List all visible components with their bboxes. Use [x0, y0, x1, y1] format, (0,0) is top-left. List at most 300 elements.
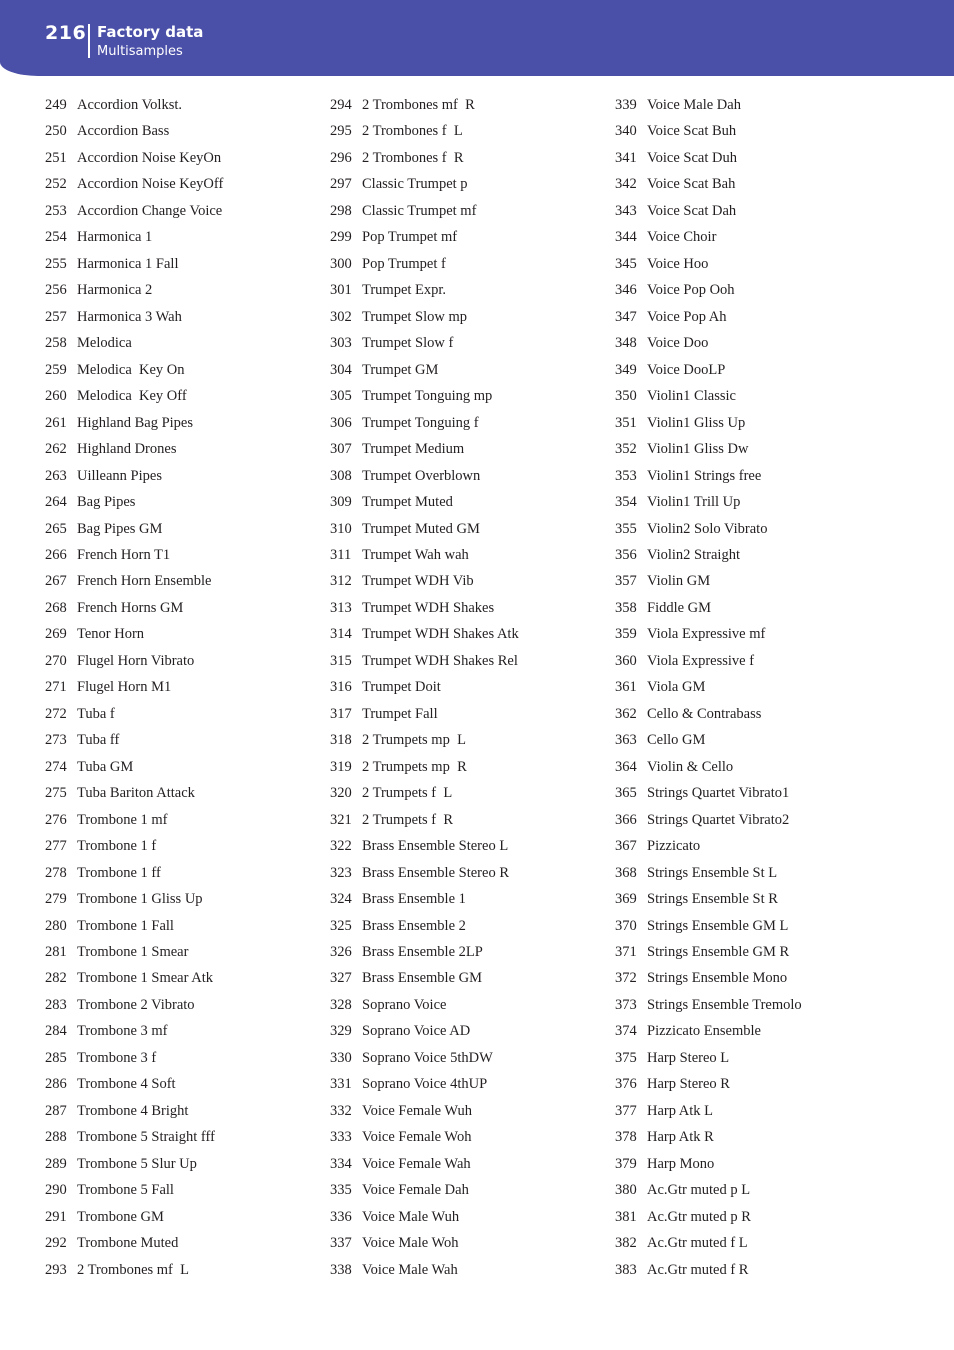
multisample-entry — [45, 92, 325, 118]
entry-number: 367 — [615, 838, 637, 855]
entry-number: 260 — [45, 388, 67, 405]
entry-name: Violin1 Gliss Up — [647, 414, 746, 431]
multisample-column-3 — [615, 92, 895, 1283]
multisample-entry — [330, 357, 610, 383]
multisample-entry — [45, 674, 325, 700]
entry-number: 366 — [615, 811, 637, 828]
entry-number: 298 — [330, 202, 352, 219]
entry-name: Trombone 1 ff — [77, 864, 161, 881]
entry-number: 295 — [330, 123, 352, 140]
entry-number: 364 — [615, 758, 637, 775]
entry-name: Soprano Voice 5thDW — [362, 1049, 493, 1066]
entry-name: Violin1 Strings free — [647, 467, 762, 484]
entry-name: Tuba f — [77, 705, 115, 722]
entry-number: 315 — [330, 652, 352, 669]
entry-name: Accordion Volkst. — [77, 97, 182, 113]
multisample-entry — [615, 860, 895, 886]
entry-name: 2 Trombones f R — [362, 149, 464, 166]
entry-name: Ac.Gtr muted p L — [647, 1182, 751, 1199]
entry-number: 339 — [615, 97, 637, 113]
entry-number: 317 — [330, 705, 352, 722]
multisample-entry — [615, 595, 895, 621]
entry-name: Viola Expressive f — [647, 652, 755, 669]
entry-number: 343 — [615, 202, 637, 219]
entry-number: 355 — [615, 520, 637, 537]
entry-number: 292 — [45, 1235, 67, 1252]
entry-name: Brass Ensemble Stereo L — [362, 838, 509, 855]
entry-number: 356 — [615, 546, 637, 563]
entry-name: Trumpet Doit — [362, 679, 441, 696]
entry-name: Trumpet Wah wah — [362, 546, 469, 563]
multisample-entry — [615, 251, 895, 277]
entry-name: Trumpet Tonguing mp — [362, 388, 493, 405]
entry-number: 310 — [330, 520, 352, 537]
entry-number: 336 — [330, 1208, 352, 1225]
entry-number: 282 — [45, 970, 67, 987]
entry-name: Voice Male Wuh — [362, 1208, 460, 1225]
entry-number: 319 — [330, 758, 352, 775]
multisample-entry — [615, 913, 895, 939]
entry-name: Trumpet Slow mp — [362, 308, 468, 325]
multisample-entry — [615, 1204, 895, 1230]
multisample-entry — [45, 939, 325, 965]
entry-number: 296 — [330, 149, 352, 166]
multisample-entry — [330, 568, 610, 594]
entry-name: Pop Trumpet f — [362, 255, 446, 272]
multisample-entry — [615, 727, 895, 753]
entry-number: 305 — [330, 388, 352, 405]
entry-number: 337 — [330, 1235, 352, 1252]
entry-number: 277 — [45, 838, 67, 855]
multisample-entry — [45, 1151, 325, 1177]
multisample-entry — [45, 224, 325, 250]
multisample-entry — [45, 1124, 325, 1150]
entry-name: Voice Pop Ooh — [647, 282, 735, 299]
entry-number: 323 — [330, 864, 352, 881]
entry-name: Highland Drones — [77, 441, 177, 458]
multisample-entry — [330, 118, 610, 144]
multisample-entry — [615, 1230, 895, 1256]
entry-number: 358 — [615, 599, 637, 616]
entry-number: 266 — [45, 546, 67, 563]
entry-name: Voice Scat Bah — [647, 176, 736, 193]
entry-name: Trombone 1 Smear Atk — [77, 970, 214, 987]
multisample-entry — [330, 251, 610, 277]
entry-name: Melodica Key Off — [77, 388, 187, 405]
entry-number: 311 — [330, 546, 352, 563]
entry-name: Harmonica 1 — [77, 229, 153, 246]
entry-name: Strings Quartet Vibrato2 — [647, 811, 790, 828]
entry-name: 2 Trombones f L — [362, 123, 463, 140]
multisample-entry — [45, 860, 325, 886]
entry-number: 294 — [330, 97, 352, 113]
entry-number: 376 — [615, 1076, 637, 1093]
entry-name: 2 Trumpets mp R — [362, 758, 467, 775]
multisample-entry — [615, 780, 895, 806]
entry-number: 352 — [615, 441, 637, 458]
entry-number: 297 — [330, 176, 352, 193]
entry-number: 288 — [45, 1129, 67, 1146]
multisample-entry — [45, 357, 325, 383]
multisample-entry — [45, 595, 325, 621]
entry-name: 2 Trumpets f R — [362, 811, 454, 828]
entry-name: Bag Pipes GM — [77, 520, 163, 537]
entry-number: 285 — [45, 1049, 67, 1066]
entry-number: 354 — [615, 494, 637, 511]
entry-number: 259 — [45, 361, 67, 378]
entry-name: Trumpet GM — [362, 361, 439, 378]
multisample-entry — [45, 621, 325, 647]
entry-name: Cello GM — [647, 732, 706, 749]
multisample-entry — [45, 463, 325, 489]
entry-number: 301 — [330, 282, 352, 299]
entry-number: 270 — [45, 652, 67, 669]
entry-name: Melodica — [77, 335, 132, 352]
entry-name: Brass Ensemble Stereo R — [362, 864, 509, 881]
entry-number: 273 — [45, 732, 67, 749]
entry-number: 252 — [45, 176, 67, 193]
multisample-entry — [615, 410, 895, 436]
multisample-entry — [615, 674, 895, 700]
multisample-entry — [45, 1177, 325, 1203]
entry-name: Harmonica 3 Wah — [77, 308, 182, 325]
entry-number: 372 — [615, 970, 637, 987]
entry-name: Trombone 1 Gliss Up — [77, 891, 203, 908]
entry-number: 313 — [330, 599, 352, 616]
entry-name: Classic Trumpet p — [362, 176, 468, 193]
entry-name: Trumpet Medium — [362, 441, 465, 458]
entry-name: Strings Ensemble Tremolo — [647, 996, 802, 1013]
multisample-entry — [330, 171, 610, 197]
entry-number: 251 — [45, 149, 67, 166]
entry-name: Trombone 3 mf — [77, 1023, 168, 1040]
multisample-entry — [45, 383, 325, 409]
multisample-entry — [45, 913, 325, 939]
multisample-entry — [615, 357, 895, 383]
section-subtitle: Multisamples — [97, 44, 183, 59]
entry-number: 258 — [45, 335, 67, 352]
multisample-entry — [615, 754, 895, 780]
entry-number: 322 — [330, 838, 352, 855]
multisample-entry — [330, 1177, 610, 1203]
multisample-entry — [330, 463, 610, 489]
entry-number: 278 — [45, 864, 67, 881]
entry-number: 374 — [615, 1023, 637, 1040]
multisample-entry — [330, 304, 610, 330]
entry-name: Brass Ensemble 2LP — [362, 944, 483, 960]
entry-number: 299 — [330, 229, 352, 246]
entry-name: Trumpet Overblown — [362, 467, 481, 484]
multisample-entry — [615, 833, 895, 859]
entry-number: 287 — [45, 1102, 67, 1119]
multisample-entry — [330, 754, 610, 780]
entry-name: Trombone 4 Bright — [77, 1102, 189, 1119]
entry-name: Pizzicato — [647, 838, 701, 855]
multisample-entry — [330, 621, 610, 647]
page-number: 216 — [45, 22, 87, 44]
entry-name: Voice DooLP — [647, 361, 726, 378]
entry-name: Soprano Voice — [362, 996, 447, 1013]
entry-name: Bag Pipes — [77, 494, 136, 511]
entry-number: 377 — [615, 1102, 637, 1119]
entry-name: Harp Stereo R — [647, 1076, 730, 1093]
multisample-entry — [615, 171, 895, 197]
multisample-entry — [615, 1124, 895, 1150]
entry-number: 359 — [615, 626, 637, 643]
multisample-column-1 — [45, 92, 325, 1283]
multisample-entry — [45, 145, 325, 171]
multisample-entry — [330, 1071, 610, 1097]
entry-name: Trombone Muted — [77, 1235, 179, 1252]
entry-name: Soprano Voice 4thUP — [362, 1076, 488, 1093]
entry-number: 289 — [45, 1155, 67, 1172]
entry-name: Viola GM — [647, 679, 706, 696]
entry-number: 365 — [615, 785, 637, 802]
entry-number: 264 — [45, 494, 67, 511]
entry-name: Cello & Contrabass — [647, 705, 762, 722]
entry-name: Brass Ensemble GM — [362, 970, 483, 987]
entry-number: 380 — [615, 1182, 637, 1199]
multisample-entry — [615, 886, 895, 912]
entry-number: 256 — [45, 282, 67, 299]
multisample-entry — [45, 410, 325, 436]
entry-name: Trumpet Muted — [362, 494, 453, 511]
multisample-entry — [330, 886, 610, 912]
entry-name: Tenor Horn — [77, 626, 145, 643]
entry-number: 327 — [330, 970, 352, 987]
multisample-entry — [615, 648, 895, 674]
entry-number: 331 — [330, 1076, 352, 1093]
entry-number: 379 — [615, 1155, 637, 1172]
multisample-entry — [330, 145, 610, 171]
multisample-entry — [45, 1230, 325, 1256]
entry-name: Violin GM — [647, 573, 711, 590]
entry-name: Strings Ensemble GM R — [647, 944, 790, 960]
entry-name: Trumpet WDH Shakes Atk — [362, 626, 519, 643]
multisample-entry — [45, 1018, 325, 1044]
multisample-entry — [45, 1257, 325, 1283]
entry-name: French Horn T1 — [77, 546, 171, 563]
entry-name: Tuba GM — [77, 758, 134, 775]
entry-number: 316 — [330, 679, 352, 696]
entry-number: 284 — [45, 1023, 67, 1040]
entry-name: Trumpet Muted GM — [362, 520, 480, 537]
multisample-entry — [45, 171, 325, 197]
multisample-entry — [330, 224, 610, 250]
entry-number: 302 — [330, 308, 352, 325]
entry-name: Violin2 Straight — [647, 546, 740, 563]
multisample-entry — [615, 92, 895, 118]
entry-number: 280 — [45, 917, 67, 934]
entry-number: 349 — [615, 361, 637, 378]
entry-name: 2 Trumpets f L — [362, 785, 453, 802]
entry-name: Strings Quartet Vibrato1 — [647, 785, 790, 802]
entry-number: 341 — [615, 149, 637, 166]
multisample-entry — [45, 542, 325, 568]
multisample-entry — [330, 516, 610, 542]
multisample-entry — [330, 807, 610, 833]
entry-name: Violin & Cello — [647, 758, 734, 775]
entry-number: 347 — [615, 308, 637, 325]
entry-number: 304 — [330, 361, 352, 378]
entry-number: 351 — [615, 414, 637, 431]
multisample-entry — [45, 1098, 325, 1124]
multisample-entry — [330, 992, 610, 1018]
entry-name: Trumpet Slow f — [362, 335, 454, 352]
entry-name: Melodica Key On — [77, 361, 185, 378]
entry-name: Harp Mono — [647, 1155, 715, 1172]
multisample-entry — [45, 833, 325, 859]
entry-name: Violin1 Classic — [647, 388, 736, 405]
multisample-entry — [615, 463, 895, 489]
header-divider — [88, 24, 90, 58]
entry-number: 378 — [615, 1129, 637, 1146]
entry-number: 255 — [45, 255, 67, 272]
entry-number: 373 — [615, 996, 637, 1013]
entry-name: Trombone 1 Smear — [77, 944, 189, 960]
multisample-entry — [330, 1257, 610, 1283]
entry-number: 274 — [45, 758, 67, 775]
entry-name: Voice Doo — [647, 335, 709, 352]
entry-name: French Horn Ensemble — [77, 573, 212, 590]
multisample-entry — [615, 1018, 895, 1044]
entry-name: Harmonica 1 Fall — [77, 255, 179, 272]
entry-name: Flugel Horn Vibrato — [77, 652, 195, 669]
multisample-entry — [45, 780, 325, 806]
entry-number: 308 — [330, 467, 352, 484]
entry-name: Trumpet WDH Shakes Rel — [362, 652, 518, 669]
entry-number: 283 — [45, 996, 67, 1013]
entry-number: 268 — [45, 599, 67, 616]
multisample-entry — [615, 1098, 895, 1124]
entry-name: 2 Trombones mf R — [362, 97, 475, 113]
multisample-entry — [330, 701, 610, 727]
multisample-entry — [330, 939, 610, 965]
multisample-entry — [45, 436, 325, 462]
entry-number: 368 — [615, 864, 637, 881]
multisample-entry — [45, 727, 325, 753]
entry-number: 324 — [330, 891, 352, 908]
multisample-entry — [615, 224, 895, 250]
entry-name: Uilleann Pipes — [77, 467, 162, 484]
entry-name: Trombone 1 f — [77, 838, 157, 855]
multisample-entry — [330, 1018, 610, 1044]
entry-name: Trumpet Tonguing f — [362, 414, 479, 431]
entry-name: Pop Trumpet mf — [362, 229, 458, 246]
entry-name: Strings Ensemble St R — [647, 891, 778, 908]
multisample-entry — [615, 1257, 895, 1283]
multisample-entry — [330, 833, 610, 859]
entry-number: 326 — [330, 944, 352, 960]
entry-name: Voice Female Wah — [362, 1155, 471, 1172]
entry-number: 272 — [45, 705, 67, 722]
entry-number: 261 — [45, 414, 67, 431]
multisample-entry — [615, 807, 895, 833]
entry-number: 250 — [45, 123, 67, 140]
entry-name: Tuba ff — [77, 732, 120, 749]
multisample-entry — [330, 92, 610, 118]
multisample-entry — [45, 701, 325, 727]
entry-number: 330 — [330, 1049, 352, 1066]
entry-name: Harp Atk R — [647, 1129, 714, 1146]
entry-name: Trombone 2 Vibrato — [77, 996, 195, 1013]
multisample-entry — [615, 992, 895, 1018]
entry-name: Trombone 3 f — [77, 1049, 157, 1066]
entry-name: Harp Atk L — [647, 1102, 714, 1119]
entry-number: 335 — [330, 1182, 352, 1199]
entry-name: Trombone 5 Straight fff — [77, 1129, 215, 1146]
multisample-entry — [615, 965, 895, 991]
entry-name: Accordion Noise KeyOff — [77, 176, 224, 193]
multisample-entry — [330, 1124, 610, 1150]
multisample-entry — [45, 118, 325, 144]
multisample-entry — [330, 410, 610, 436]
multisample-entry — [330, 198, 610, 224]
entry-name: Accordion Noise KeyOn — [77, 149, 222, 166]
multisample-entry — [330, 277, 610, 303]
entry-name: Strings Ensemble GM L — [647, 917, 789, 934]
entry-number: 271 — [45, 679, 67, 696]
entry-name: Trombone 5 Fall — [77, 1182, 174, 1199]
entry-number: 325 — [330, 917, 352, 934]
multisample-entry — [330, 1204, 610, 1230]
entry-name: 2 Trombones mf L — [77, 1261, 189, 1278]
entry-number: 369 — [615, 891, 637, 908]
multisample-entry — [330, 436, 610, 462]
entry-name: Violin1 Trill Up — [647, 494, 741, 511]
entry-number: 371 — [615, 944, 637, 960]
entry-number: 348 — [615, 335, 637, 352]
entry-name: Trombone 1 mf — [77, 811, 168, 828]
multisample-entry — [45, 251, 325, 277]
multisample-entry — [45, 1071, 325, 1097]
entry-number: 350 — [615, 388, 637, 405]
multisample-entry — [615, 1045, 895, 1071]
entry-name: Voice Choir — [647, 229, 717, 246]
multisample-entry — [45, 648, 325, 674]
entry-number: 320 — [330, 785, 352, 802]
multisample-entry — [330, 1230, 610, 1256]
multisample-entry — [615, 277, 895, 303]
multisample-entry — [330, 542, 610, 568]
entry-number: 309 — [330, 494, 352, 511]
entry-number: 257 — [45, 308, 67, 325]
multisample-entry — [615, 330, 895, 356]
multisample-entry — [615, 701, 895, 727]
multisample-entry — [330, 330, 610, 356]
entry-number: 312 — [330, 573, 352, 590]
multisample-entry — [45, 277, 325, 303]
entry-number: 307 — [330, 441, 352, 458]
entry-number: 338 — [330, 1261, 352, 1278]
entry-number: 353 — [615, 467, 637, 484]
multisample-entry — [330, 1151, 610, 1177]
entry-number: 303 — [330, 335, 352, 352]
entry-name: Ac.Gtr muted f L — [647, 1235, 748, 1252]
entry-name: Trumpet WDH Vib — [362, 573, 474, 590]
entry-name: Brass Ensemble 1 — [362, 891, 466, 908]
multisample-entry — [45, 965, 325, 991]
entry-name: 2 Trumpets mp L — [362, 732, 466, 749]
entry-name: Harmonica 2 — [77, 282, 153, 299]
page-header — [0, 0, 954, 76]
entry-number: 344 — [615, 229, 637, 246]
entry-number: 361 — [615, 679, 637, 696]
entry-name: Trumpet Expr. — [362, 282, 447, 299]
entry-number: 381 — [615, 1208, 637, 1225]
entry-name: Viola Expressive mf — [647, 626, 766, 643]
entry-name: Strings Ensemble St L — [647, 864, 778, 881]
